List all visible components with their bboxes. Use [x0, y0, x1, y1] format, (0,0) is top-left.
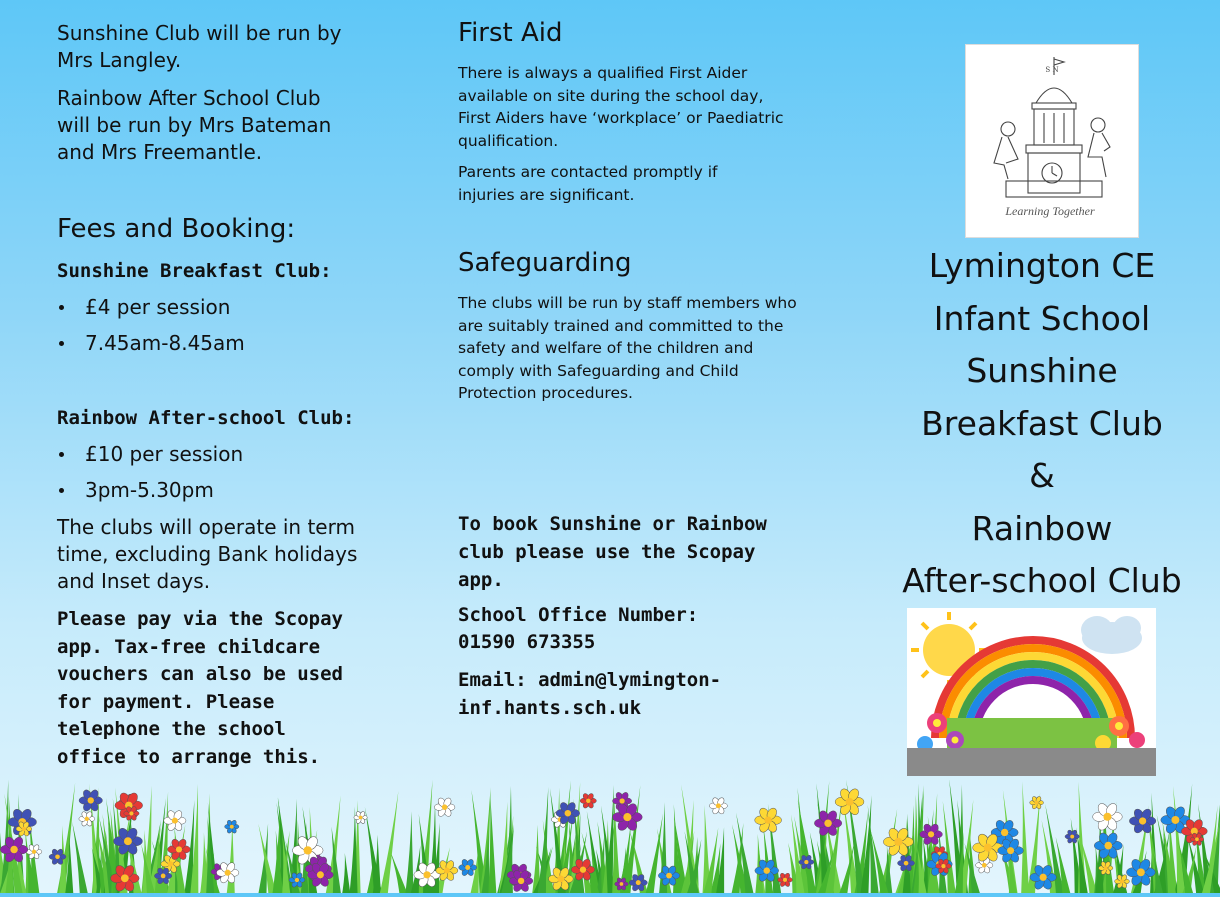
list-item: 7.45am-8.45am — [57, 325, 357, 361]
logo-caption: Learning Together — [1005, 204, 1095, 218]
term-time-text: The clubs will operate in term time, excluding Bank holidays and Inset days. — [57, 515, 358, 593]
office-number: 01590 673355 — [458, 631, 596, 653]
rainbow-illustration — [907, 608, 1156, 776]
rainbow-fees-heading: Rainbow After-school Club: — [57, 407, 355, 429]
list-item: £10 per session — [57, 436, 357, 472]
grass-flowers-icon — [0, 780, 1220, 893]
rainbow-fees-list — [57, 436, 357, 508]
title-line: After-school Club — [902, 561, 1182, 600]
brochure-title — [892, 240, 1192, 608]
school-logo — [965, 44, 1139, 238]
list-item: 3pm-5.30pm — [57, 472, 357, 508]
title-line: & — [1029, 456, 1055, 495]
booking-text: To book Sunshine or Rainbow club please use the Scopay app. — [458, 513, 767, 591]
school-building-icon — [966, 45, 1138, 237]
sunshine-staff-text: Sunshine Club will be run by Mrs Langley. — [57, 21, 342, 72]
rainbow-staff-text: Rainbow After School Club will be run by Mrs Bateman and Mrs Freemantle. — [57, 86, 332, 164]
office-label: School Office Number: — [458, 604, 699, 626]
email-text: Email: admin@lymington-inf.hants.sch.uk — [458, 669, 722, 719]
rainbow-icon — [907, 608, 1156, 776]
first-aid-text: There is always a qualified First Aider available on site during the school day, First Aiders have ‘workplace’ or Paediatric qualification. — [458, 64, 784, 150]
safeguarding-heading: Safeguarding — [458, 248, 632, 278]
sunshine-fees-heading: Sunshine Breakfast Club: — [57, 260, 332, 282]
title-line: Breakfast Club — [921, 403, 1163, 443]
first-aid-heading: First Aid — [458, 18, 563, 48]
title-line: Lymington CE — [928, 246, 1156, 285]
fees-heading: Fees and Booking: — [57, 214, 296, 244]
logo-letters: S N — [1045, 66, 1059, 74]
payment-text: Please pay via the Scopay app. Tax-free childcare vouchers can also be used for payment. Please telephone the school office to arrange this. — [57, 608, 343, 768]
sunshine-fees-list — [57, 289, 357, 361]
first-aid-contact-text: Parents are contacted promptly if injuries are significant. — [458, 163, 718, 204]
title-line: Rainbow — [971, 508, 1113, 548]
grass-border — [0, 780, 1220, 893]
safeguarding-text: The clubs will be run by staff members who are suitably trained and committed to the safety and welfare of the children and comply with Safeguarding and Child Protection procedures. — [458, 294, 797, 402]
list-item: £4 per session — [57, 289, 357, 325]
title-line: Sunshine — [966, 351, 1118, 390]
title-line: Infant School — [933, 298, 1151, 338]
